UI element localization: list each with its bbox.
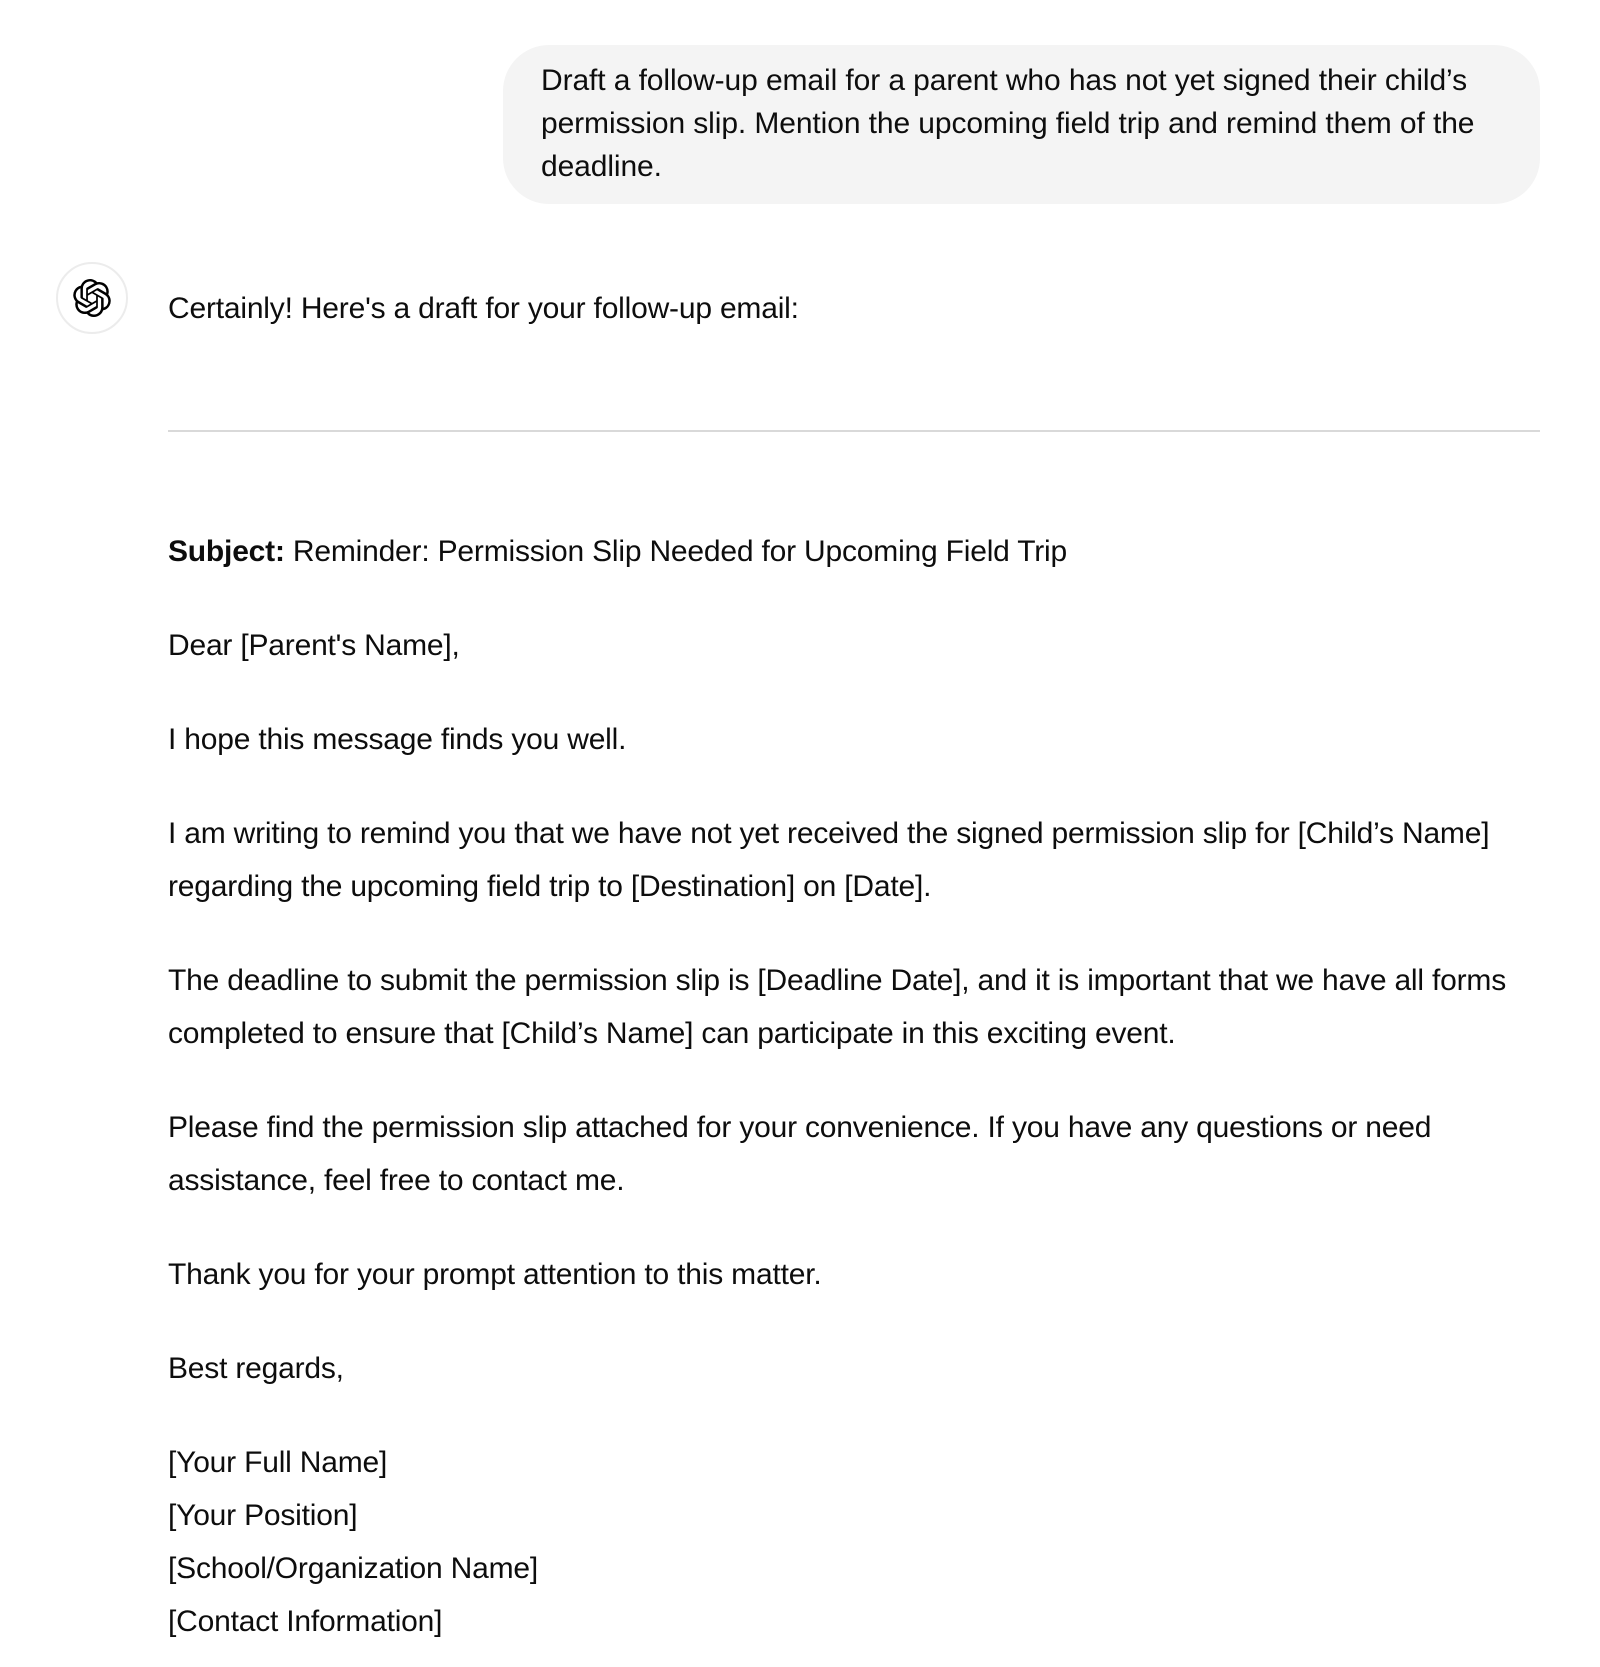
signature-line: [Contact Information] — [168, 1605, 443, 1638]
email-paragraph: The deadline to submit the permission slip is [Deadline Date], and it is important that we have all forms completed to ensure that [Child’s Name] can participate in this exciting event. — [168, 964, 1506, 1050]
email-paragraph: Please find the permission slip attached for your convenience. If you have any questions or need assistance, feel free to contact me. — [168, 1111, 1432, 1197]
email-paragraph: Thank you for your prompt attention to this matter. — [168, 1258, 822, 1291]
assistant-avatar — [56, 262, 128, 334]
email-paragraph: I hope this message finds you well. — [168, 723, 627, 756]
email-subject-label: Subject: — [168, 535, 285, 568]
email-greeting: Dear [Parent's Name], — [168, 629, 460, 662]
signature-line: [School/Organization Name] — [168, 1552, 538, 1585]
conversation — [168, 45, 1540, 1648]
email-closing: Best regards, — [168, 1352, 344, 1385]
email-draft — [168, 525, 1540, 1648]
horizontal-divider — [168, 430, 1540, 432]
signature-line: [Your Full Name] — [168, 1446, 388, 1479]
email-subject-text: Reminder: Permission Slip Needed for Upcoming Field Trip — [284, 535, 1068, 568]
email-subject-line — [168, 525, 1540, 578]
email-paragraph: I am writing to remind you that we have not yet received the signed permission slip for [Child’s Name] regarding the upcoming field trip to [Destination] on [Date]. — [168, 817, 1490, 903]
signature-line: [Your Position] — [168, 1499, 358, 1532]
assistant-intro-text: Certainly! Here's a draft for your follow-up email: — [168, 292, 799, 325]
email-signature-block — [168, 1436, 1540, 1648]
user-message-bubble: Draft a follow-up email for a parent who has not yet signed their child’s permission slip. Mention the upcoming field trip and remind them of the deadline. — [503, 45, 1540, 204]
openai-logo-icon — [73, 279, 111, 317]
